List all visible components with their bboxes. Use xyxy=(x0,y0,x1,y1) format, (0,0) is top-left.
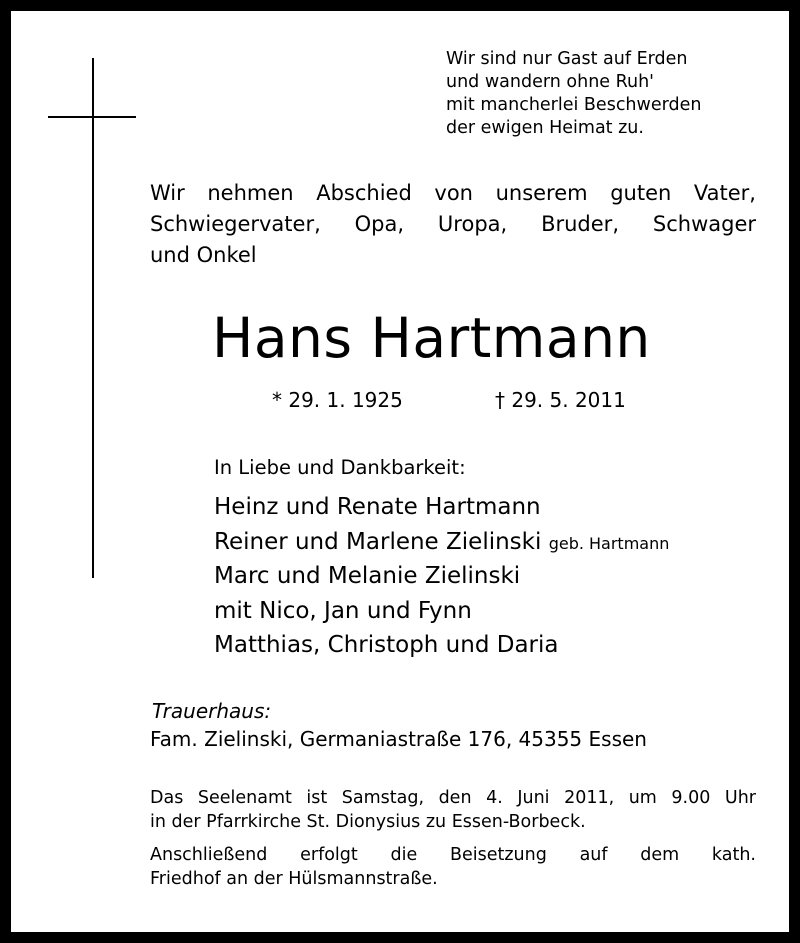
farewell-line: und Onkel xyxy=(150,243,257,267)
birth-date: * 29. 1. 1925 xyxy=(272,388,403,412)
poem-line: und wandern ohne Ruh' xyxy=(446,72,654,92)
mourner-line: Matthias, Christoph und Daria xyxy=(214,632,559,658)
farewell-text xyxy=(150,178,756,271)
mourners-list xyxy=(214,490,669,663)
poem-line: der ewigen Heimat zu. xyxy=(446,118,644,138)
cross-icon-horizontal xyxy=(48,116,136,118)
info-line: in der Pfarrkirche St. Dionysius zu Essen-Borbeck. xyxy=(150,812,586,832)
info-line: Das Seelenamt ist Samstag, den 4. Juni 2011, um 9.00 Uhr xyxy=(150,788,756,808)
trauerhaus-label: Trauerhaus: xyxy=(152,699,272,723)
poem-line: Wir sind nur Gast auf Erden xyxy=(446,49,688,69)
cross-icon-vertical xyxy=(92,58,94,578)
mourner-line: mit Nico, Jan und Fynn xyxy=(214,597,472,624)
requiem-info xyxy=(150,786,756,834)
farewell-line: Schwiegervater, Opa, Uropa, Bruder, Schwager xyxy=(150,212,756,236)
trauerhaus-address: Fam. Zielinski, Germaniastraße 176, 45355 Essen xyxy=(150,727,647,751)
mourner-line xyxy=(214,525,669,560)
deceased-name: Hans Hartmann xyxy=(212,306,651,370)
death-date: † 29. 5. 2011 xyxy=(495,388,626,412)
mourners-heading: In Liebe und Dankbarkeit: xyxy=(214,456,466,479)
mourner-line: Heinz und Renate Hartmann xyxy=(214,494,541,520)
farewell-line: Wir nehmen Abschied von unserem guten Vater, xyxy=(150,181,756,205)
maiden-name-note: geb. Hartmann xyxy=(548,533,670,553)
mourner-line: Marc und Melanie Zielinski xyxy=(214,563,521,589)
mourner-names: Reiner und Marlene Zielinski xyxy=(214,528,542,555)
poem-line: mit mancherlei Beschwerden xyxy=(446,95,702,115)
poem xyxy=(446,48,701,140)
info-line: Anschließend erfolgt die Beisetzung auf dem kath. xyxy=(150,845,756,865)
burial-info xyxy=(150,843,756,891)
info-line: Friedhof an der Hülsmannstraße. xyxy=(150,869,438,889)
